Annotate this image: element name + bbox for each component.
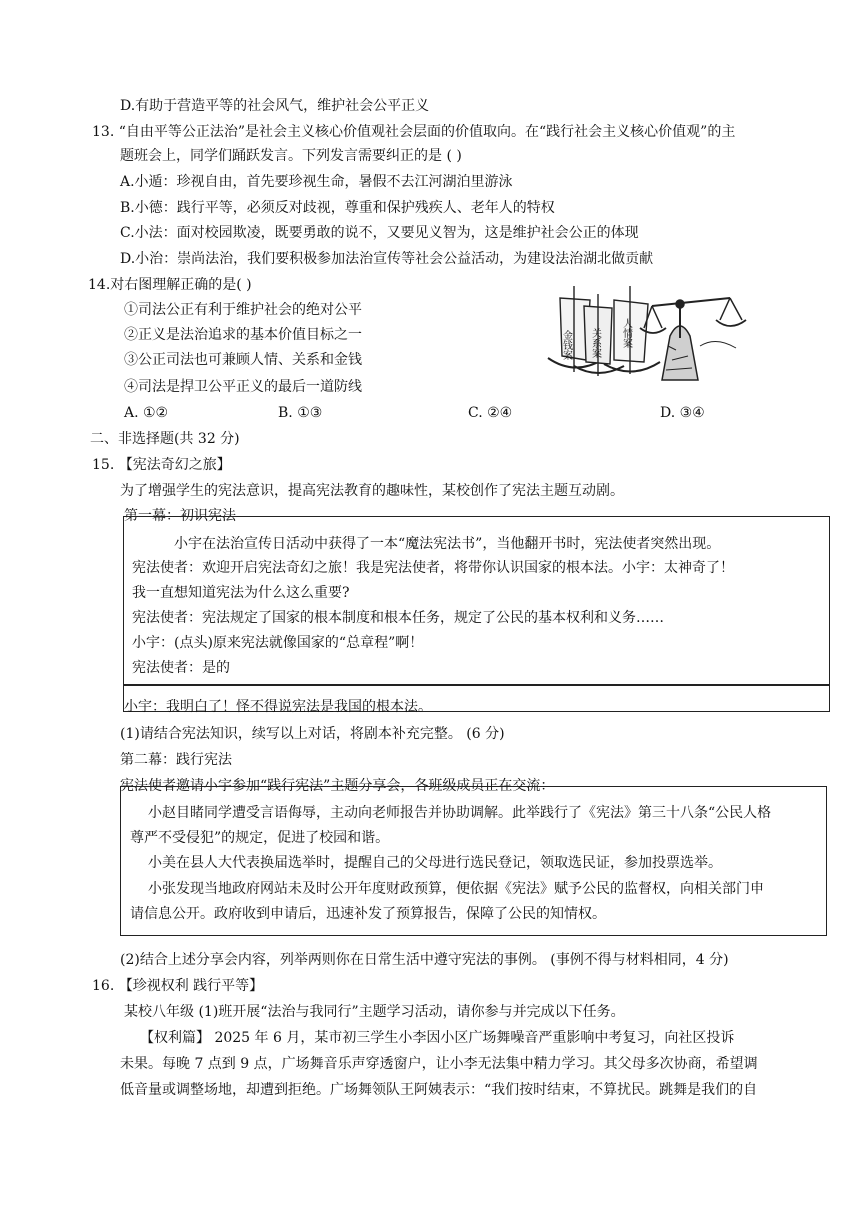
justice-cartoon-figure [540,276,770,382]
q15-act1-title: 第一幕：初识宪法 [124,508,236,524]
q16-para-line-3: 低音量或调整场地，却遭到拒绝。广场舞领队王阿姨表示：“我们按时结束，不算扰民。跳舞是我们的自 [120,1082,758,1098]
q14-statement-2: ②正义是法治追求的基本价值目标之一 [124,327,362,343]
q13-stem-line1: 13. “自由平等公正法治”是社会主义核心价值观社会层面的价值取向。在“践行社会主义核心价值观”的主 [92,124,736,140]
q14-choice-a: A. ①② [124,405,169,421]
act2-line-3: 小美在县人大代表换届选举时，提醒自己的父母进行选民登记，领取选民证，参加投票选举。 [148,855,722,871]
act1-line-3: 我一直想知道宪法为什么这么重要? [132,585,350,601]
act2-line-5: 请信息公开。政府收到申请后，迅速补发了预算报告，保障了公民的知情权。 [130,906,606,922]
q14-choice-b: B. ①③ [278,405,323,421]
q14-statement-3: ③公正司法也可兼顾人情、关系和金钱 [124,352,362,368]
q14-choice-d: D. ③④ [660,405,705,421]
q15-act2-title: 第二幕：践行宪法 [120,752,232,768]
act1-line-5: 小宇：(点头)原来宪法就像国家的“总章程”啊！ [132,635,424,651]
q13-option-b: B.小德：践行平等，必须反对歧视，尊重和保护残疾人、老年人的特权 [120,200,555,216]
act1-last-line: 小宇：我明白了！怪不得说宪法是我国的根本法。 [124,699,432,715]
act1-line-1: 小宇在法治宣传日活动中获得了一本“魔法宪法书”，当他翻开书时，宪法使者突然出现。 [174,536,721,552]
act1-line-2: 宪法使者：欢迎开启宪法奇幻之旅！我是宪法使者，将带你认识国家的根本法。小宇：太神奇了！ [132,560,734,576]
q14-statement-1: ①司法公正有利于维护社会的绝对公平 [124,302,362,318]
q16-para-line-2: 未果。每晚 7 点到 9 点，广场舞音乐声穿透窗户，让小李无法集中精力学习。其父母多次协商，希望调 [120,1056,758,1072]
q15-intro: 为了增强学生的宪法意识，提高宪法教育的趣味性，某校创作了宪法主题互动剧。 [120,483,624,499]
q15-heading: 15. 【宪法奇幻之旅】 [92,457,231,473]
q13-option-c: C.小法：面对校园欺凌，既要勇敢的说不，又要见义智为，这是维护社会公正的体现 [120,225,639,241]
act1-line-4: 宪法使者：宪法规定了国家的根本制度和根本任务，规定了公民的基本权利和义务…… [132,610,664,626]
boat-label-relation: 关系案 [589,328,601,358]
q15-act2-intro: 宪法使者邀请小宇参加“践行宪法”主题分享会，各班级成员正在交流： [120,778,555,794]
act1-line-6: 宪法使者：是的 [132,660,230,676]
q12-option-d: D.有助于营造平等的社会风气，维护社会公平正义 [120,98,430,114]
q13-stem-line2: 题班会上，同学们踊跃发言。下列发言需要纠正的是 ( ) [120,148,462,164]
q16-heading: 16. 【珍视权利 践行平等】 [92,978,264,994]
boat-label-gold: 金钱案 [560,330,572,360]
q14-choice-c: C. ②④ [468,405,513,421]
boat-label-favor: 人情案 [620,318,632,348]
section2-title: 二、非选择题(共 32 分) [90,431,240,447]
q15-sub1: (1)请结合宪法知识，续写以上对话，将剧本补充完整。 (6 分) [120,726,505,742]
q14-statement-4: ④司法是捍卫公平正义的最后一道防线 [124,379,362,395]
act2-line-1: 小赵目睹同学遭受言语侮辱，主动向老师报告并协助调解。此举践行了《宪法》第三十八条“公民人格 [148,805,772,821]
q16-para-line-1: 【权利篇】 2025 年 6 月，某市初三学生小李因小区广场舞噪音严重影响中考复习，向社区投诉 [140,1030,735,1046]
act2-line-4: 小张发现当地政府网站未及时公开年度财政预算，便依据《宪法》赋予公民的监督权，向相关部门申 [148,881,764,897]
act2-line-2: 尊严不受侵犯”的规定，促进了校园和谐。 [130,830,390,846]
q13-option-d: D.小治：崇尚法治，我们要积极参加法治宣传等社会公益活动，为建设法治湖北做贡献 [120,251,654,267]
q15-sub2: (2)结合上述分享会内容，列举两则你在日常生活中遵守宪法的事例。 (事例不得与材料相同，4 分) [120,952,729,968]
q13-option-a: A.小遁：珍视自由，首先要珍视生命，暑假不去江河湖泊里游泳 [120,174,513,190]
boat-favor-case [604,286,660,374]
q14-stem: 14.对右图理解正确的是( ) [88,277,252,293]
q16-intro: 某校八年级 (1)班开展“法治与我同行”主题学习活动，请你参与并完成以下任务。 [124,1004,625,1020]
scale-of-justice [640,298,746,380]
